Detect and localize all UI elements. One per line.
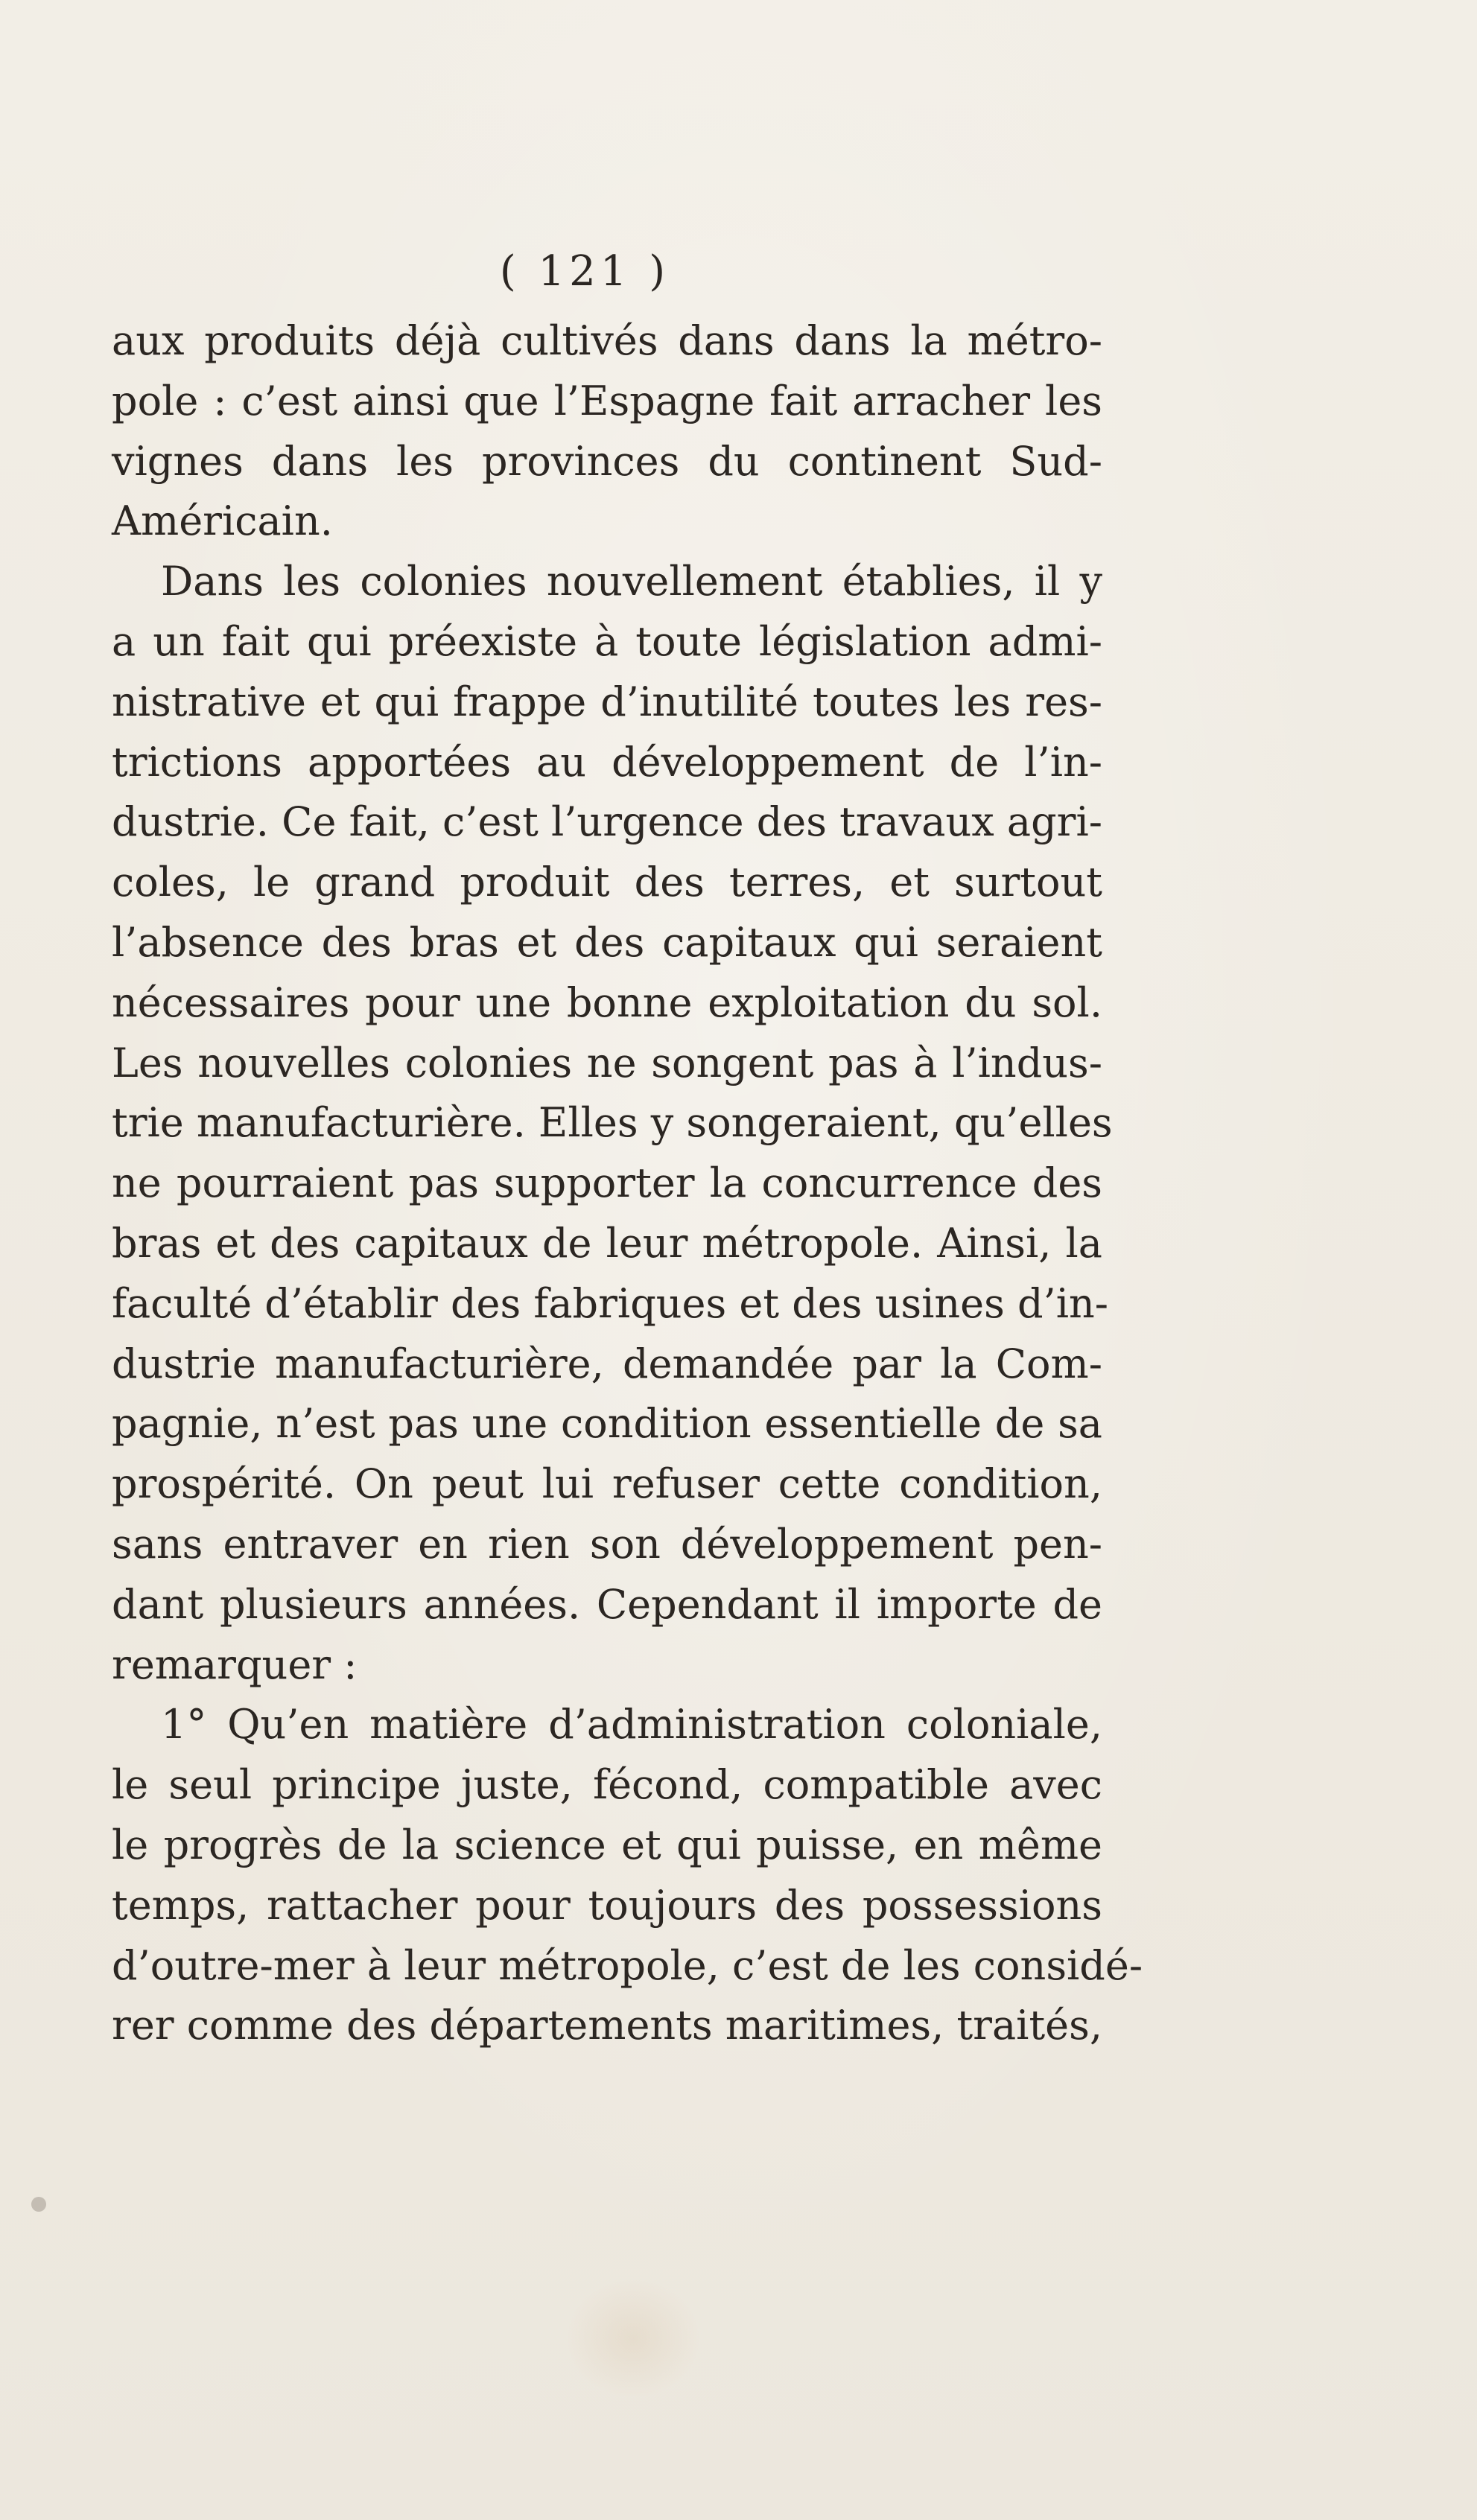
- text-line-15: ne pourraient pas supporter la concurrence des: [112, 1159, 1102, 1207]
- text-line-25: le seul principe juste, fécond, compatible avec: [112, 1761, 1102, 1809]
- text-line-5: Dans les colonies nouvellement établies, il y: [161, 558, 1102, 605]
- paper-stain: [566, 2279, 700, 2398]
- text-line-12: nécessaires pour une bonne exploitation du sol.: [112, 979, 1102, 1026]
- text-line-4: Américain.: [112, 497, 333, 545]
- text-line-23: remarquer :: [112, 1641, 358, 1688]
- text-line-1: aux produits déjà cultivés dans dans la métro-: [112, 317, 1102, 364]
- text-line-3: vignes dans les provinces du continent Sud-: [112, 437, 1102, 485]
- text-line-9: dustrie. Ce fait, c’est l’urgence des travaux agri-: [112, 798, 1102, 846]
- text-line-8: trictions apportées au développement de l’in-: [112, 738, 1102, 786]
- text-line-21: sans entraver en rien son développement pen-: [112, 1520, 1102, 1568]
- text-line-20: prospérité. On peut lui refuser cette condition,: [112, 1460, 1102, 1508]
- text-line-17: faculté d’établir des fabriques et des usines d’in-: [112, 1279, 1109, 1327]
- text-line-6: a un fait qui préexiste à toute législation admi-: [112, 617, 1102, 665]
- text-line-22: dant plusieurs années. Cependant il importe de: [112, 1580, 1102, 1628]
- text-line-26: le progrès de la science et qui puisse, en même: [112, 1821, 1102, 1868]
- text-line-10: coles, le grand produit des terres, et surtout: [112, 859, 1102, 906]
- text-line-2: pole : c’est ainsi que l’Espagne fait arracher les: [112, 377, 1102, 424]
- text-line-11: l’absence des bras et des capitaux qui seraient: [112, 918, 1102, 966]
- text-line-14: trie manufacturière. Elles y songeraient, qu’elles: [112, 1099, 1113, 1147]
- text-line-27: temps, rattacher pour toujours des possessions: [112, 1881, 1102, 1929]
- text-line-7: nistrative et qui frappe d’inutilité toutes les res-: [112, 678, 1102, 725]
- body-text: [112, 311, 1143, 2056]
- text-line-28: d’outre-mer à leur métropole, c’est de les considé-: [112, 1941, 1143, 1989]
- page-number-header: ( 121 ): [499, 247, 670, 296]
- paper-speck: [31, 2197, 46, 2212]
- text-line-29: rer comme des départements maritimes, traités,: [112, 2002, 1102, 2049]
- text-line-19: pagnie, n’est pas une condition essentielle de sa: [112, 1400, 1102, 1448]
- text-line-24: 1° Qu’en matière d’administration coloniale,: [161, 1701, 1102, 1749]
- text-line-16: bras et des capitaux de leur métropole. Ainsi, la: [112, 1219, 1102, 1267]
- text-line-18: dustrie manufacturière, demandée par la Com-: [112, 1340, 1102, 1387]
- text-line-13: Les nouvelles colonies ne songent pas à l’indus-: [112, 1039, 1102, 1086]
